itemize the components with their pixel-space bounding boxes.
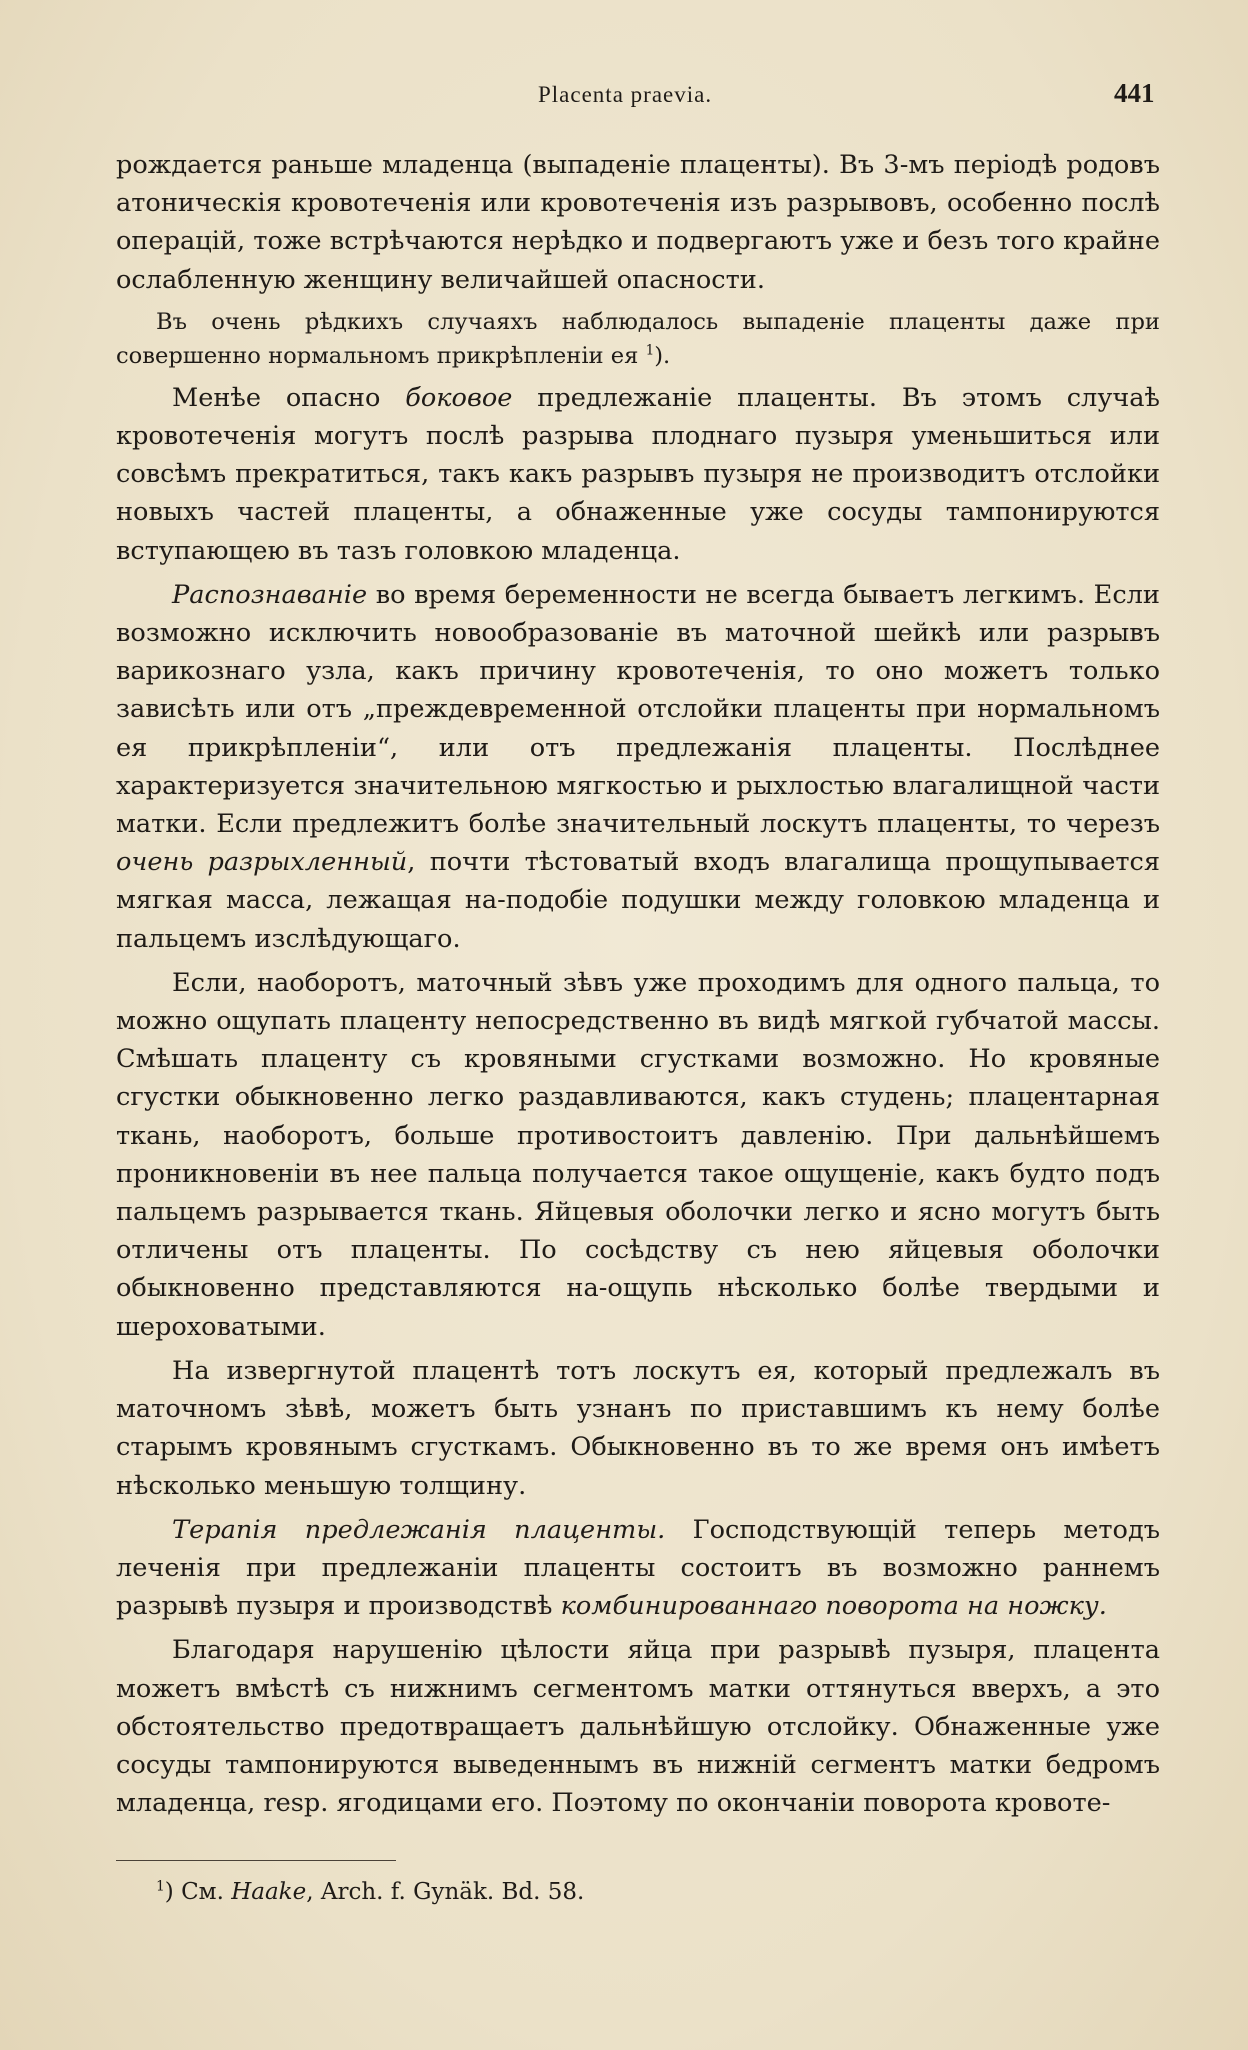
- paragraph-7-emphasis: комбинированнаго поворота на ножку.: [560, 1591, 1107, 1622]
- running-title: Placenta praevia.: [538, 82, 713, 107]
- paragraph-3-text-a: Менѣе опасно: [172, 382, 406, 413]
- paragraph-7-heading: Терапія предлежанія плаценты.: [172, 1514, 666, 1545]
- footnote-marker: 1: [156, 1878, 165, 1895]
- paragraph-4-heading: Распознаваніе: [172, 579, 368, 610]
- paragraph-8: Благодаря нарушенію цѣлости яйца при разрывѣ пузыря, плацента можетъ вмѣстѣ съ нижнимъ сегментомъ матки оттянуться вверхъ, а это обстоятельство предотвращаетъ дальнѣйшую отслойку. Обнаженные уже сосуды тампонируются выведеннымъ въ нижній сегментъ матки бедромъ младенца, resp. ягодицами его. Поэтому по окончаніи поворота кровоте-: [116, 1635, 1160, 1819]
- page-number: 441: [1114, 78, 1155, 108]
- paragraph-3-text-b: предлежаніе плаценты. Въ этомъ случаѣ кровотеченія могутъ послѣ разрыва плоднаго пузыря уменьшиться или совсѣмъ прекратиться, такъ какъ разрывъ пузыря не производитъ отслойки новыхъ частей плаценты, а обнаженные уже сосуды тампонируются вступающею въ тазъ головкою младенца.: [116, 382, 1160, 566]
- footnote: [156, 1877, 584, 1907]
- paragraph-3: [116, 379, 1160, 570]
- paragraph-4-text-b: , почти тѣстоватый входъ влагалища прощупывается мягкая масса, лежащая на-подобіе подушки между головкою младенца и пальцемъ изслѣдующаго.: [116, 847, 1160, 954]
- paragraph-5: Если, наоборотъ, маточный зѣвъ уже проходимъ для одного пальца, то можно ощупать плаценту непосредственно въ видѣ мягкой губчатой массы. Смѣшать плаценту съ кровяными сгустками возможно. Но кровяные сгустки обыкновенно легко раздавливаются, какъ студень; плацентарная ткань, наоборотъ, больше противостоитъ давленію. При дальнѣйшемъ проникновеніи въ нее пальца получается такое ощущеніе, какъ будто подъ пальцемъ разрывается ткань. Яйцевыя оболочки легко и ясно могутъ быть отличены отъ плаценты. По сосѣдству съ нею яйцевыя оболочки обыкновенно представляются на-ощупь нѣсколько болѣе твердыми и шероховатыми.: [116, 967, 1160, 1342]
- paragraph-4-emphasis: очень разрыхленный: [116, 847, 408, 878]
- footnote-citation: , Arch. f. Gynäk. Bd. 58.: [306, 1879, 585, 1905]
- footnote-ref[interactable]: 1: [645, 342, 655, 359]
- footnote-author: Haake: [231, 1879, 307, 1905]
- paragraph-7: [116, 1511, 1160, 1626]
- paragraph-6: На извергнутой плацентѣ тотъ лоскутъ ея, который предлежалъ въ маточномъ зѣвѣ, можетъ быть узнанъ по приставшимъ къ нему болѣе старымъ кровянымъ сгусткамъ. Обыкновенно въ то же время онъ имѣетъ нѣсколько меньшую толщину.: [116, 1355, 1160, 1501]
- footnote-marker-paren: ): [164, 1879, 174, 1905]
- paragraph-2-tail: ).: [654, 342, 671, 369]
- footnote-divider: [116, 1860, 396, 1861]
- paragraph-2-small-print: [116, 305, 1160, 373]
- paragraph-7-text-a: Господствующій теперь методъ леченія при предлежаніи плаценты состоитъ въ возможно раннемъ разрывѣ пузыря и производствѣ: [116, 1514, 1160, 1622]
- paragraph-3-emphasis: боковое: [405, 382, 513, 413]
- paragraph-1: рождается раньше младенца (выпаденіе плаценты). Въ 3-мъ періодѣ родовъ атоническія кровотеченія или кровотеченія изъ разрывовъ, особенно послѣ операцій, тоже встрѣчаются нерѣдко и подвергаютъ уже и безъ того крайне ослабленную женщину величайшей опасности.: [116, 150, 1160, 295]
- running-head: [0, 78, 1248, 112]
- body-text: [116, 146, 1160, 1822]
- footnote-prefix: См.: [173, 1879, 232, 1905]
- paragraph-4-text-a: во время беременности не всегда бываетъ легкимъ. Если возможно исключить новообразованіе въ маточной шейкѣ или разрывъ варикознаго узла, какъ причину кровотеченія, то оно можетъ только зависѣть или отъ „преждевременной отслойки плаценты при нормальномъ ея прикрѣпленіи“, или отъ предлежанія плаценты. Послѣднее характеризуется значительною мягкостью и рыхлостью влагалищной части матки. Если предлежитъ болѣе значительный лоскутъ плаценты, то черезъ: [116, 579, 1160, 840]
- paragraph-4: [116, 576, 1160, 958]
- paragraph-2-text: Въ очень рѣдкихъ случаяхъ наблюдалось выпаденіе плаценты даже при совершенно нормальномъ прикрѣпленіи ея: [116, 308, 1160, 369]
